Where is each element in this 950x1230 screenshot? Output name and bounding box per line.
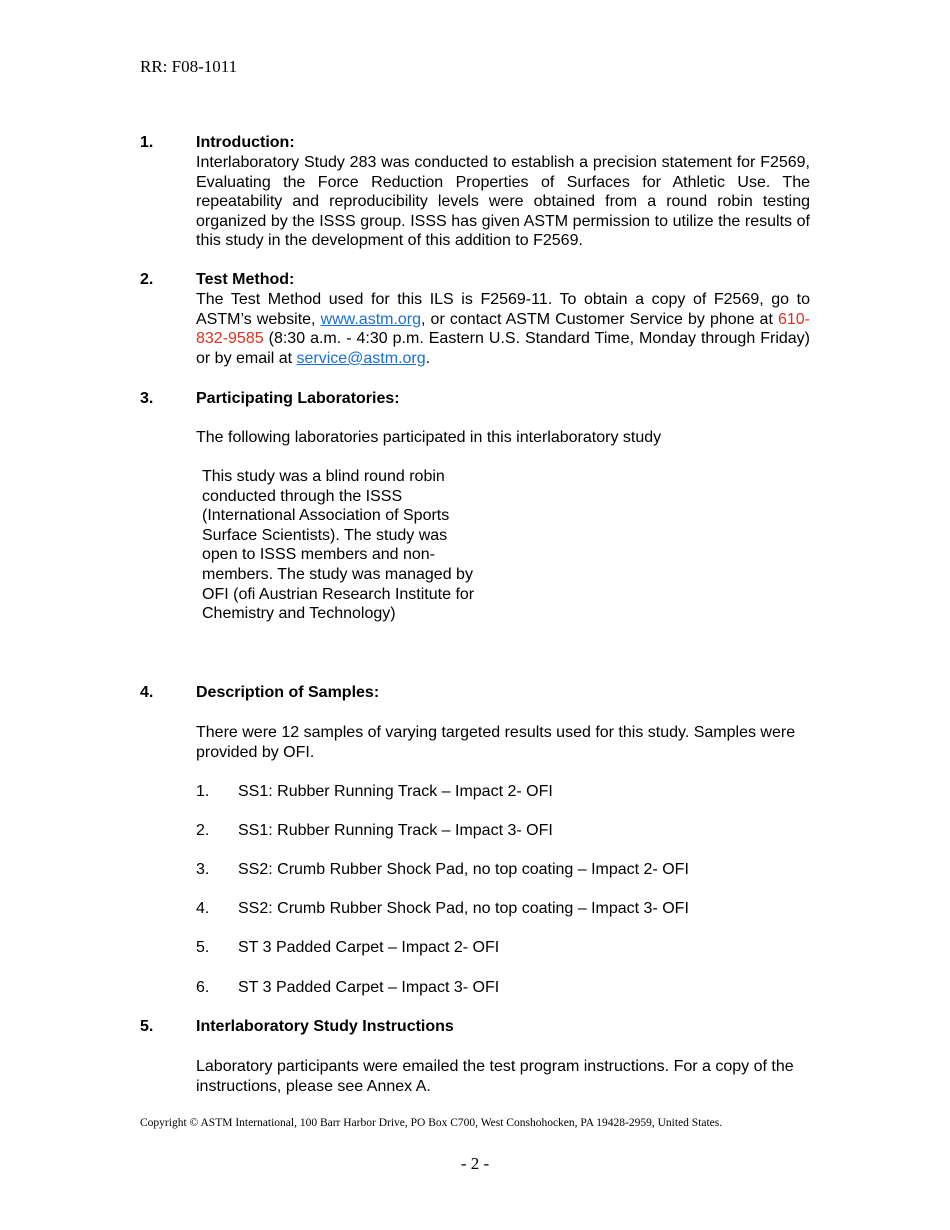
- sample-text: ST 3 Padded Carpet – Impact 2- OFI: [238, 939, 500, 956]
- sample-list-item: [196, 938, 499, 958]
- section-title: Test Method:: [196, 271, 295, 288]
- sample-list-item: [196, 782, 553, 802]
- sample-list-item: [196, 821, 553, 841]
- sample-number: 1.: [196, 783, 210, 800]
- section-number: 2.: [140, 271, 154, 288]
- sample-list-item: [196, 860, 689, 880]
- phone-number: 610-832-9585: [196, 310, 811, 348]
- sample-number: 3.: [196, 861, 210, 878]
- astm-website-link[interactable]: www.astm.org: [320, 310, 422, 328]
- text-fragment: (8:30 a.m. - 4:30 p.m. Eastern U.S. Standard Time, Monday through Friday) or by email at: [196, 330, 810, 367]
- section-heading-description-of-samples: [140, 683, 379, 703]
- section-number: 1.: [140, 134, 154, 151]
- page-number: - 2 -: [460, 1154, 490, 1173]
- section-number: 4.: [140, 684, 154, 701]
- text-fragment: , or contact ASTM Customer Service by phone at: [421, 310, 778, 328]
- sample-text: SS1: Rubber Running Track – Impact 3- OFI: [238, 822, 553, 839]
- sample-text: SS2: Crumb Rubber Shock Pad, no top coating – Impact 2- OFI: [238, 861, 689, 878]
- laboratories-note: This study was a blind round robin conducted through the ISSS (International Association of Sports Surface Scientists). The study was open to ISSS members and non-members. The study was managed by OFI (ofi Austrian Research Institute for Chemistry and Technology): [202, 468, 475, 623]
- laboratories-intro: The following laboratories participated in this interlaboratory study: [196, 429, 662, 446]
- section-heading-study-instructions: [140, 1017, 454, 1037]
- instructions-paragraph: Laboratory participants were emailed the test program instructions. For a copy of the instructions, please see Annex A.: [196, 1058, 794, 1095]
- sample-list-item: [196, 899, 689, 919]
- report-number: RR: F08-1011: [140, 57, 238, 76]
- section-heading-introduction: [140, 133, 295, 153]
- sample-number: 6.: [196, 979, 210, 996]
- section-title: Introduction:: [196, 134, 295, 151]
- section-title: Interlaboratory Study Instructions: [196, 1018, 454, 1035]
- sample-text: SS1: Rubber Running Track – Impact 2- OFI: [238, 783, 553, 800]
- sample-text: SS2: Crumb Rubber Shock Pad, no top coating – Impact 3- OFI: [238, 900, 689, 917]
- text-fragment: The Test Method used for this ILS is F2569-11. To obtain a copy of F2569, go to ASTM’s website,: [196, 291, 810, 328]
- service-email-link[interactable]: service@astm.org: [296, 349, 426, 367]
- copyright-notice: Copyright © ASTM International, 100 Barr Harbor Drive, PO Box C700, West Conshohocken, PA 19428-2959, United States.: [140, 1117, 723, 1129]
- section-number: 5.: [140, 1018, 154, 1035]
- section-title: Participating Laboratories:: [196, 390, 400, 407]
- section-heading-participating-laboratories: [140, 389, 400, 409]
- sample-text: ST 3 Padded Carpet – Impact 3- OFI: [238, 979, 500, 996]
- section-heading-test-method: [140, 270, 294, 290]
- introduction-paragraph: Interlaboratory Study 283 was conducted to establish a precision statement for F2569, Evaluating the Force Reduction Properties of Surfaces for Athletic Use. The repeatability and reproducibility levels were obtained from a round robin testing organized by the ISSS group. ISSS has given ASTM permission to utilize the results of this study in the development of this addition to F2569.: [196, 154, 810, 250]
- sample-number: 2.: [196, 822, 210, 839]
- sample-list-item: [196, 978, 499, 998]
- section-number: 3.: [140, 390, 154, 407]
- section-title: Description of Samples:: [196, 684, 380, 701]
- samples-intro: There were 12 samples of varying targeted results used for this study. Samples were provided by OFI.: [196, 724, 796, 761]
- sample-number: 5.: [196, 939, 210, 956]
- sample-number: 4.: [196, 900, 210, 917]
- text-fragment: .: [425, 349, 431, 367]
- test-method-paragraph: [196, 290, 810, 368]
